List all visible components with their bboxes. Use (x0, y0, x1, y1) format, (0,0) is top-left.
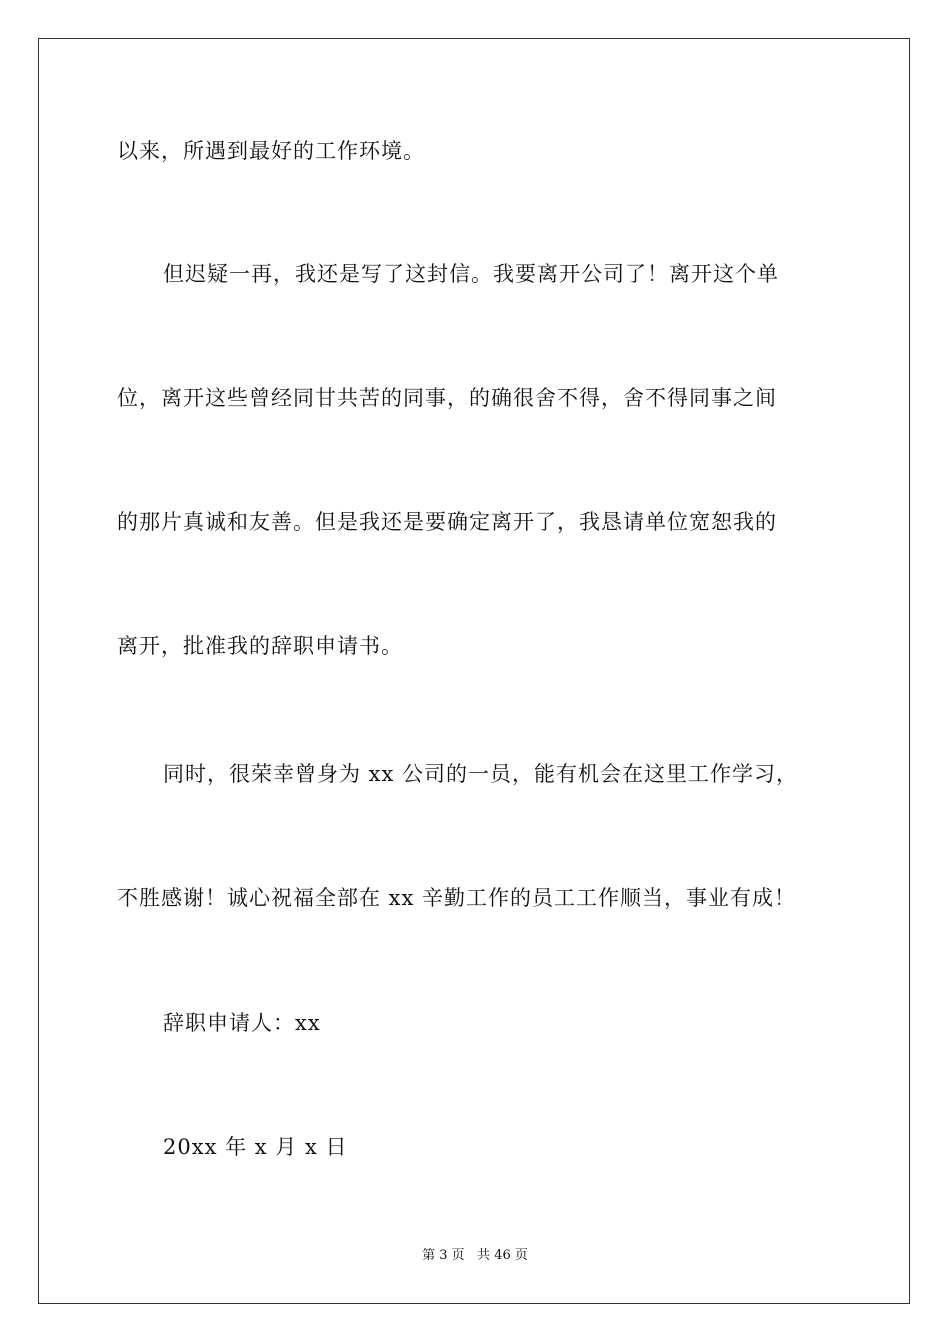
text-line-3: 位，离开这些曾经同甘共苦的同事，的确很舍不得，舍不得同事之间 (117, 386, 777, 410)
text-line-4: 的那片真诚和友善。但是我还是要确定离开了，我恳请单位宽恕我的 (117, 510, 777, 534)
page-border (38, 38, 910, 1304)
text-line-2: 但迟疑一再，我还是写了这封信。我要离开公司了！离开这个单 (163, 262, 779, 286)
date-line: 20xx 年 x 月 x 日 (163, 1135, 348, 1159)
text-line-7: 不胜感谢！诚心祝福全部在 xx 辛勤工作的员工工作顺当，事业有成！ (117, 886, 797, 910)
text-line-1: 以来，所遇到最好的工作环境。 (117, 139, 425, 163)
page-number-footer: 第 3 页 共 46 页 (422, 1248, 528, 1263)
text-line-5: 离开，批准我的辞职申请书。 (117, 634, 403, 658)
text-line-6: 同时，很荣幸曾身为 xx 公司的一员，能有机会在这里工作学习， (163, 762, 799, 786)
signature-line: 辞职申请人：xx (163, 1011, 321, 1035)
